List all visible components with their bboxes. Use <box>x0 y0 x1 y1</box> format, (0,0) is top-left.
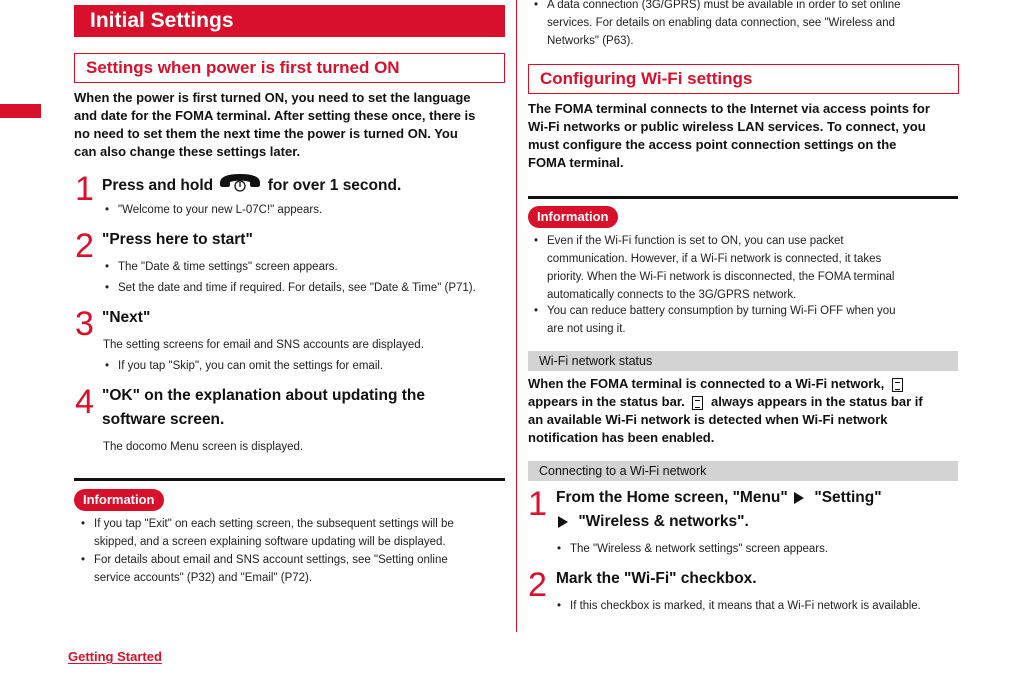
information-divider <box>74 478 505 481</box>
subsection-bar-connecting: Connecting to a Wi-Fi network <box>528 461 958 481</box>
intro-paragraph-power-on: When the power is first turned ON, you need to set the language and date for the FOMA terminal. After setting these once, there is no need to set them the next time the power is turned ON. You can also change these settings later. <box>74 90 476 159</box>
column-divider <box>516 0 517 632</box>
information-bullet: • Even if the Wi-Fi function is set to ON, you can use packet communication. However, if a Wi-Fi network is connected, it takes priority. When the Wi-Fi network is disconnected, the FOMA terminal automatically connects to the 3G/GPRS network. <box>531 232 961 304</box>
information-bullet: • If you tap "Exit" on each setting screen, the subsequent settings will be skipped, and a screen explaining software updating will be displayed. <box>78 515 508 551</box>
step-bullet: • If you tap "Skip", you can omit the settings for email. <box>102 357 512 375</box>
wifi-available-icon <box>692 396 703 410</box>
wifi-status-paragraph: When the FOMA terminal is connected to a Wi-Fi network, appears in the status bar. always appears in the status bar if an available Wi-Fi network is detected when Wi-Fi network notification has been enabled. <box>528 376 923 445</box>
step-number: 3 <box>75 305 94 343</box>
step-title: From the Home screen, "Menu" "Setting" "Wireless & networks". <box>556 489 882 530</box>
subsection-bar-wifi-status: Wi-Fi network status <box>528 351 958 371</box>
information-badge: Information <box>74 489 164 511</box>
information-badge: Information <box>528 206 618 228</box>
step-bullet: • The "Date & time settings" screen appears. <box>102 258 512 276</box>
section-title-wifi: Configuring Wi-Fi settings <box>528 64 959 94</box>
step-bullet: • The "Wireless & network settings" screen appears. <box>554 540 964 558</box>
information-bullet: • For details about email and SNS account settings, see "Setting online service accounts" (P32) and "Email" (P72). <box>78 551 508 587</box>
section-title-power-on: Settings when power is first turned ON <box>74 53 505 83</box>
step-title: Mark the "Wi-Fi" checkbox. <box>556 570 757 587</box>
step-bullet: • Set the date and time if required. For details, see "Date & Time" (P71). <box>102 279 516 297</box>
intro-paragraph-wifi: The FOMA terminal connects to the Internet via access points for Wi-Fi networks or public wireless LAN services. To connect, you must configure the access point connection settings on the FOMA terminal. <box>528 101 930 170</box>
step-title: "Next" <box>102 309 151 326</box>
step-title: "Press here to start" <box>102 231 253 248</box>
arrow-right-icon <box>558 516 568 528</box>
step-number: 4 <box>75 383 94 421</box>
step-number: 1 <box>528 485 547 523</box>
step-number: 1 <box>75 170 94 208</box>
step-bullet: • If this checkbox is marked, it means that a Wi-Fi network is available. <box>554 597 972 615</box>
end-call-power-key-icon <box>217 171 263 201</box>
information-divider <box>528 196 958 199</box>
footer-chapter-link[interactable]: Getting Started <box>68 649 162 664</box>
wifi-connected-icon <box>892 378 903 392</box>
step-title: Press and hold for over 1 second. <box>102 171 502 201</box>
step-number: 2 <box>75 227 94 265</box>
information-bullet: • You can reduce battery consumption by turning Wi-Fi OFF when you are not using it. <box>531 302 961 338</box>
page-title: Initial Settings <box>74 5 505 37</box>
step-description: The setting screens for email and SNS accounts are displayed. <box>103 339 424 351</box>
step-number: 2 <box>528 566 547 604</box>
edge-index-tab <box>0 104 41 118</box>
step-title: "OK" on the explanation about updating the software screen. <box>102 387 425 428</box>
step-bullet: • "Welcome to your new L-07C!" appears. <box>102 201 512 219</box>
step-description: The docomo Menu screen is displayed. <box>103 441 304 453</box>
continued-bullet: • A data connection (3G/GPRS) must be available in order to set online services. For details on enabling data connection, see "Wireless and Networks" (P63). <box>531 0 961 50</box>
arrow-right-icon <box>794 492 804 504</box>
